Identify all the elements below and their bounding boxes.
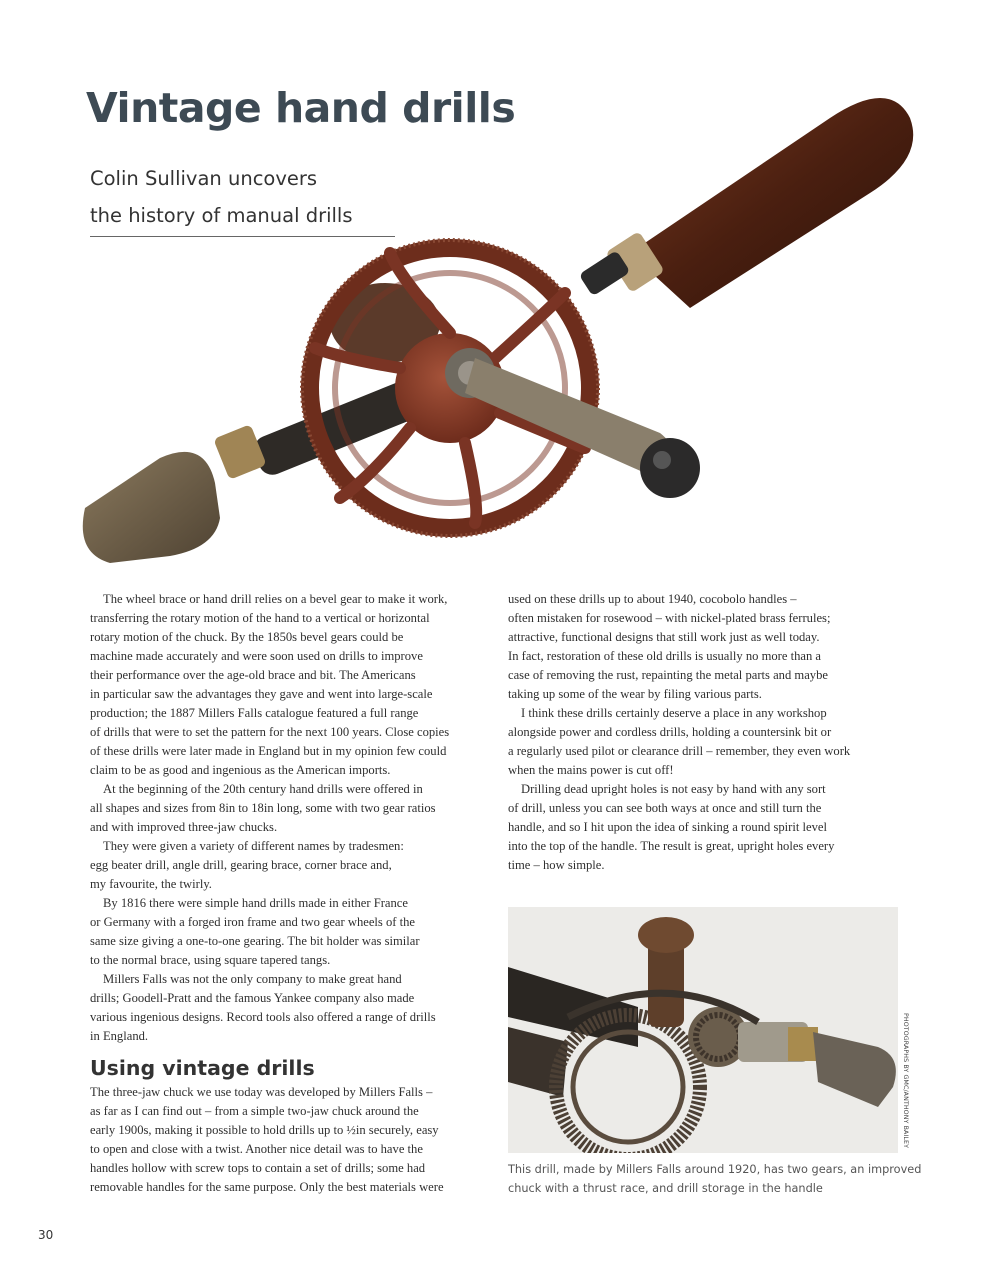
body-line: alongside power and cordless drills, holding a countersink bit or: [508, 725, 832, 739]
body-line: into the top of the handle. The result is great, upright holes every: [508, 839, 835, 853]
article-standfirst: [90, 160, 390, 234]
body-paragraph: [90, 837, 485, 894]
body-line: claim to be as good and ingenious as the American imports.: [90, 763, 391, 777]
body-line: In fact, restoration of these old drills is usually no more than a: [508, 649, 822, 663]
title-divider: [90, 236, 395, 237]
body-line: when the mains power is cut off!: [508, 763, 674, 777]
body-line: The wheel brace or hand drill relies on a bevel gear to make it work,: [103, 592, 448, 606]
caption-line: chuck with a thrust race, and drill storage in the handle: [508, 1182, 823, 1195]
millers-falls-drill-photo: [508, 907, 898, 1153]
drill-chuck: [83, 452, 220, 563]
body-line: and with improved three-jaw chucks.: [90, 820, 278, 834]
body-line: in England.: [90, 1029, 149, 1043]
body-line: of these drills were later made in England but in my opinion few could: [90, 744, 447, 758]
body-line: used on these drills up to about 1940, cocobolo handles –: [508, 592, 797, 606]
body-line: a regularly used pilot or clearance drill – remember, they even work: [508, 744, 851, 758]
body-line: transferring the rotary motion of the hand to a vertical or horizontal: [90, 611, 430, 625]
photo-caption: [508, 1160, 922, 1198]
drive-wheel: [302, 240, 598, 536]
body-line: taking up some of the wear by filing various parts.: [508, 687, 762, 701]
body-paragraph: [90, 1083, 485, 1197]
body-line: all shapes and sizes from 8in to 18in long, some with two gear ratios: [90, 801, 436, 815]
body-line: same size giving a one-to-one gearing. The bit holder was similar: [90, 934, 420, 948]
body-column-left: [90, 590, 485, 1197]
drill-handle: [579, 98, 914, 308]
body-line: case of removing the rust, repainting the metal parts and maybe: [508, 668, 828, 682]
body-line: various ingenious designs. Record tools also offered a range of drills: [90, 1010, 436, 1024]
body-line: as far as I can find out – from a simple two-jaw chuck around the: [90, 1104, 419, 1118]
hand-drill-photo: [70, 78, 930, 578]
body-line: my favourite, the twirly.: [90, 877, 212, 891]
body-line: handle, and so I hit upon the idea of sinking a round spirit level: [508, 820, 827, 834]
body-paragraph: [90, 970, 485, 1046]
body-line: By 1816 there were simple hand drills made in either France: [103, 896, 408, 910]
body-line: egg beater drill, angle drill, gearing brace, corner brace and,: [90, 858, 392, 872]
body-paragraph: [508, 780, 903, 875]
page-number: 30: [38, 1228, 54, 1242]
body-column-right: [508, 590, 903, 875]
section-heading: Using vintage drills: [90, 1056, 315, 1080]
body-line: removable handles for the same purpose. Only the best materials were: [90, 1180, 444, 1194]
body-line: drills; Goodell-Pratt and the famous Yankee company also made: [90, 991, 415, 1005]
standfirst-line: Colin Sullivan uncovers: [90, 167, 318, 190]
body-paragraph: [508, 704, 903, 780]
body-paragraph: [508, 590, 903, 704]
body-line: early 1900s, making it possible to hold drills up to ½in securely, easy: [90, 1123, 439, 1137]
page-title: Vintage hand drills: [86, 84, 516, 132]
body-line: in particular saw the advantages they gave and went into large-scale: [90, 687, 433, 701]
photo-credit: PHOTOGRAPHS BY GMC/ANTHONY BAILEY: [902, 1013, 909, 1149]
body-line: At the beginning of the 20th century hand drills were offered in: [103, 782, 423, 796]
body-line: They were given a variety of different names by tradesmen:: [103, 839, 404, 853]
body-line: I think these drills certainly deserve a place in any workshop: [521, 706, 827, 720]
body-line: of drills that were to set the pattern for the next 100 years. Close copies: [90, 725, 450, 739]
body-line: The three-jaw chuck we use today was developed by Millers Falls –: [90, 1085, 433, 1099]
body-line: machine made accurately and were soon used on drills to improve: [90, 649, 423, 663]
body-line: time – how simple.: [508, 858, 605, 872]
body-line: to open and close with a twist. Another nice detail was to have the: [90, 1142, 423, 1156]
body-line: rotary motion of the chuck. By the 1850s bevel gears could be: [90, 630, 404, 644]
caption-line: This drill, made by Millers Falls around 1920, has two gears, an improved: [508, 1163, 922, 1176]
body-paragraph: [90, 590, 485, 780]
body-paragraph: [90, 780, 485, 837]
body-line: handles hollow with screw tops to contain a set of drills; some had: [90, 1161, 426, 1175]
body-line: Millers Falls was not the only company to make great hand: [103, 972, 402, 986]
body-line: to the normal brace, using square tapered tangs.: [90, 953, 331, 967]
body-line: or Germany with a forged iron frame and two gear wheels of the: [90, 915, 415, 929]
body-line: of drill, unless you can see both ways at once and still turn the: [508, 801, 822, 815]
standfirst-line: the history of manual drills: [90, 204, 353, 227]
body-paragraph: [90, 894, 485, 970]
body-line: often mistaken for rosewood – with nickel-plated brass ferrules;: [508, 611, 831, 625]
body-line: Drilling dead upright holes is not easy by hand with any sort: [521, 782, 826, 796]
body-line: their performance over the age-old brace and bit. The Americans: [90, 668, 416, 682]
body-line: production; the 1887 Millers Falls catalogue featured a full range: [90, 706, 419, 720]
body-line: attractive, functional designs that still work just as well today.: [508, 630, 820, 644]
